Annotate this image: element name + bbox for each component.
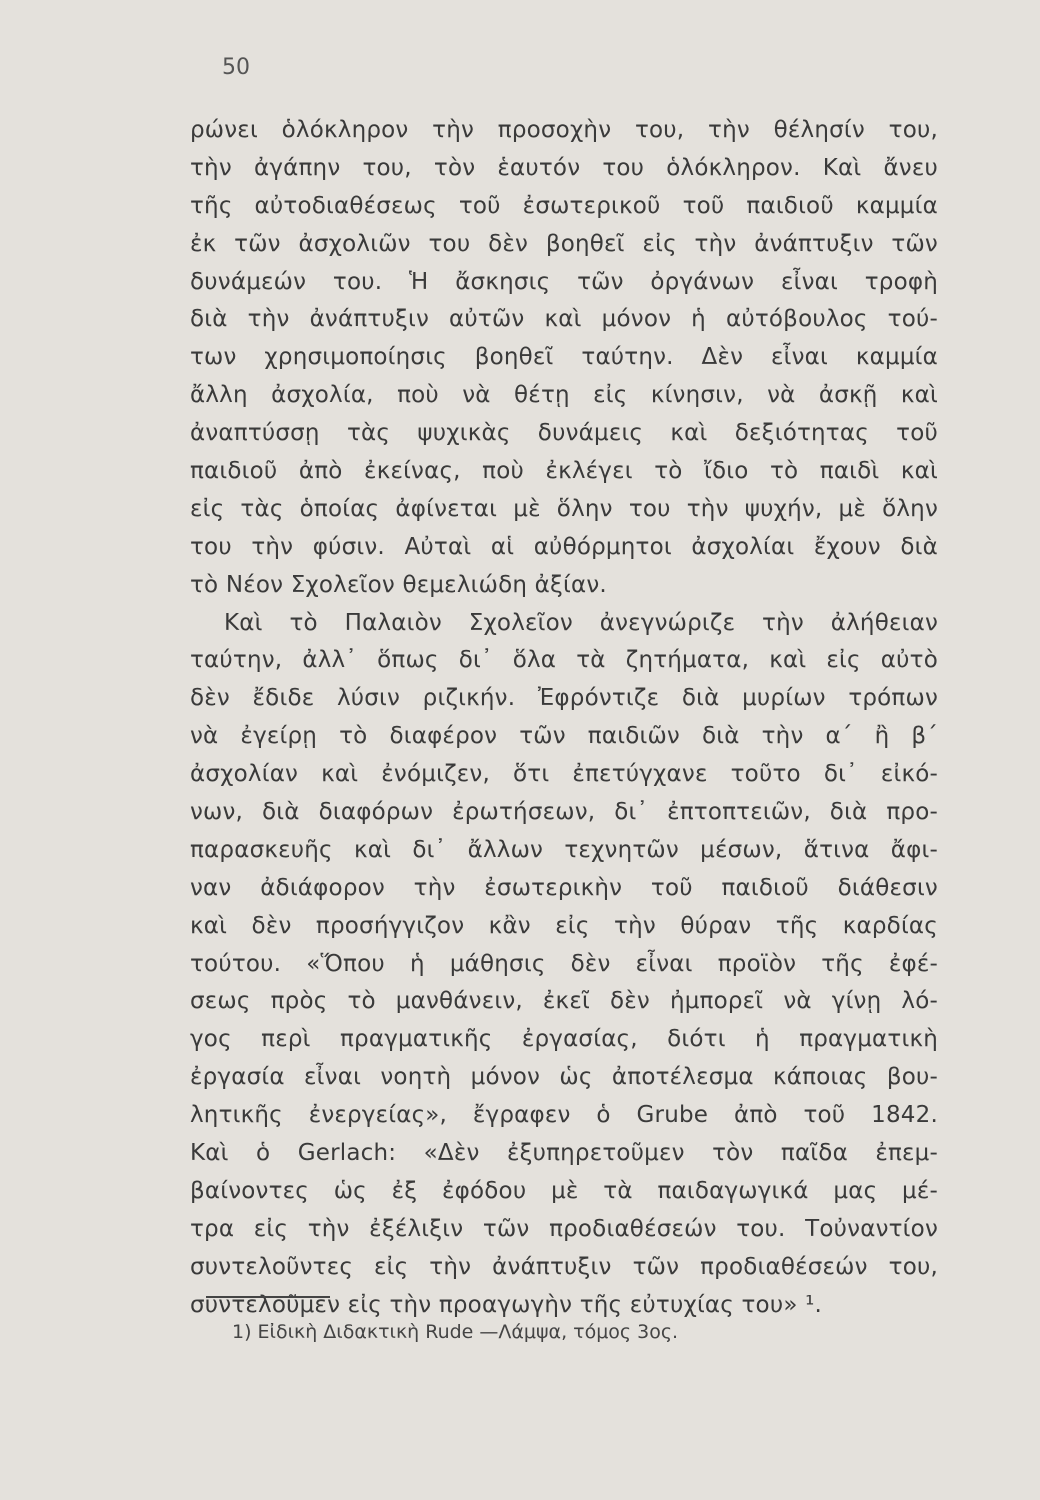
- text-line: τὴν ἀγάπην του, τὸν ἑαυτόν του ὁλόκληρον. Καὶ ἄνευ: [190, 154, 938, 181]
- text-line: ρώνει ὁλόκληρον τὴν προσοχὴν του, τὴν θέλησίν του,: [190, 117, 938, 143]
- text-line: ἐργασία εἶναι νοητὴ μόνον ὡς ἀποτέλεσμα κάποιας βου-: [190, 1064, 938, 1091]
- text-line: διὰ τὴν ἀνάπτυξιν αὐτῶν καὶ μόνον ἡ αὐτόβουλος τού-: [190, 306, 938, 333]
- paragraph-end-line: συντελοῦμεν εἰς τὴν προαγωγὴν τῆς εὐτυχίας του» ¹.: [190, 1291, 823, 1318]
- text-line: δυνάμεών του. Ἡ ἄσκησις τῶν ὀργάνων εἶναι τροφὴ: [190, 268, 938, 295]
- paragraph-start-line: Καὶ τὸ Παλαιὸν Σχολεῖον ἀνεγνώριζε τὴν ἀλήθειαν: [224, 609, 938, 636]
- page-number: 50: [222, 55, 250, 80]
- text-line: λητικῆς ἐνεργείας», ἔγραφεν ὁ Grube ἀπὸ τοῦ 1842.: [190, 1102, 938, 1129]
- text-line: παρασκευῆς καὶ δι᾽ ἄλλων τεχνητῶν μέσων, ἅτινα ἄφι-: [190, 836, 938, 863]
- text-line: ταύτην, ἀλλ᾽ ὅπως δι᾽ ὅλα τὰ ζητήματα, καὶ εἰς αὐτὸ: [190, 647, 938, 674]
- text-line: συντελοῦντες εἰς τὴν ἀνάπτυξιν τῶν προδιαθέσεών του,: [190, 1253, 938, 1280]
- text-line: ἄλλη ἀσχολία, ποὺ νὰ θέτῃ εἰς κίνησιν, νὰ ἀσκῇ καὶ: [190, 382, 938, 409]
- text-line: Καὶ ὁ Gerlach: «Δὲν ἐξυπηρετοῦμεν τὸν παῖδα ἐπεμ-: [190, 1140, 938, 1167]
- text-line: του τὴν φύσιν. Αὐταὶ αἱ αὐθόρμητοι ἀσχολίαι ἔχουν διὰ: [190, 533, 938, 560]
- text-line: τούτου. «Ὅπου ἡ μάθησις δὲν εἶναι προϊὸν τῆς ἐφέ-: [190, 950, 938, 977]
- text-line: καὶ δὲν προσήγγιζον κἂν εἰς τὴν θύραν τῆς καρδίας: [190, 912, 938, 939]
- text-line: σεως πρὸς τὸ μανθάνειν, ἐκεῖ δὲν ἠμπορεῖ νὰ γίνῃ λό-: [190, 988, 938, 1015]
- text-line: εἰς τὰς ὁποίας ἀφίνεται μὲ ὅλην του τὴν ψυχήν, μὲ ὅλην: [190, 495, 938, 522]
- text-line: βαίνοντες ὡς ἐξ ἐφόδου μὲ τὰ παιδαγωγικά μας μέ-: [190, 1177, 938, 1204]
- paragraph-end-line: τὸ Νέον Σχολεῖον θεμελιώδη ἀξίαν.: [190, 571, 607, 598]
- text-line: νὰ ἐγείρῃ τὸ διαφέρον τῶν παιδιῶν διὰ τὴν α΄ ἢ β΄: [190, 723, 938, 750]
- text-line: παιδιοῦ ἀπὸ ἐκείνας, ποὺ ἐκλέγει τὸ ἴδιο τὸ παιδὶ καὶ: [190, 458, 938, 485]
- footnote-divider: [206, 1296, 330, 1298]
- footnote: 1) Εἰδικὴ Διδακτικὴ Rude —Λάμψα, τόμος 3ος.: [232, 1321, 679, 1343]
- text-line: ἐκ τῶν ἀσχολιῶν του δὲν βοηθεῖ εἰς τὴν ἀνάπτυξιν τῶν: [190, 230, 938, 257]
- text-line: ἀναπτύσσῃ τὰς ψυχικὰς δυνάμεις καὶ δεξιότητας τοῦ: [190, 420, 938, 447]
- text-line: ναν ἀδιάφορον τὴν ἐσωτερικὴν τοῦ παιδιοῦ διάθεσιν: [190, 874, 938, 901]
- text-line: νων, διὰ διαφόρων ἐρωτήσεων, δι᾽ ἐπτοπτειῶν, διὰ προ-: [190, 799, 938, 826]
- text-line: γος περὶ πραγματικῆς ἐργασίας, διότι ἡ πραγματικὴ: [190, 1026, 938, 1053]
- text-line: δὲν ἔδιδε λύσιν ριζικήν. Ἐφρόντιζε διὰ μυρίων τρόπων: [190, 685, 938, 712]
- text-line: ἀσχολίαν καὶ ἐνόμιζεν, ὅτι ἐπετύγχανε τοῦτο δι᾽ εἰκό-: [190, 761, 938, 788]
- text-line: τῆς αὐτοδιαθέσεως τοῦ ἐσωτερικοῦ τοῦ παιδιοῦ καμμία: [190, 192, 938, 219]
- text-line: των χρησιμοποίησις βοηθεῖ ταύτην. Δὲν εἶναι καμμία: [190, 344, 938, 371]
- body-text: [190, 112, 938, 1325]
- text-line: τρα εἰς τὴν ἐξέλιξιν τῶν προδιαθέσεών του. Τοὐναντίον: [190, 1215, 938, 1242]
